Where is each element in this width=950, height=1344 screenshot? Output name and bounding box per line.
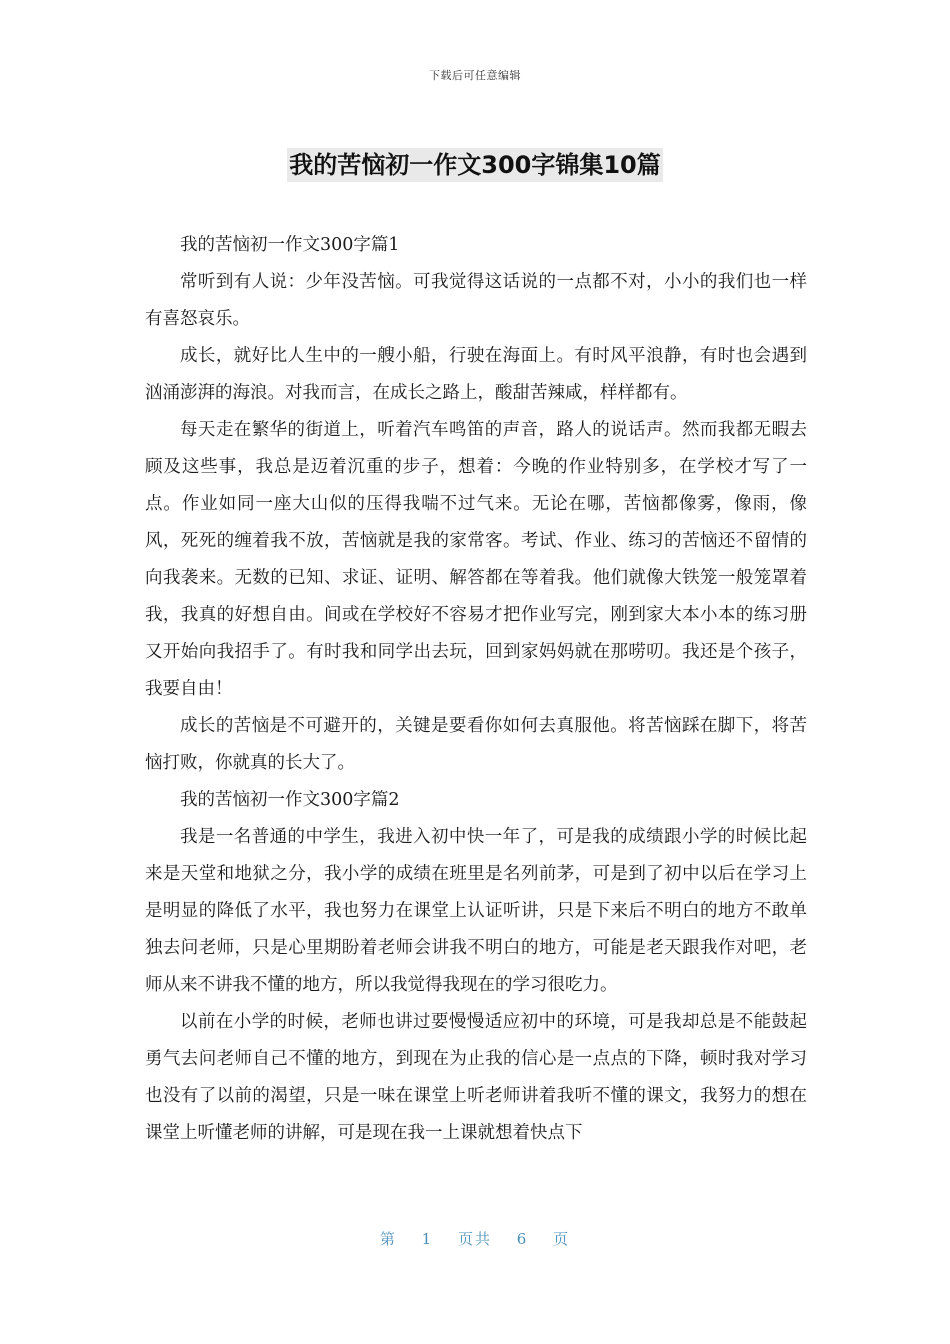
document-title-wrapper <box>0 148 950 182</box>
document-body <box>145 227 807 1152</box>
paragraph: 以前在小学的时候，老师也讲过要慢慢适应初中的环境，可是我却总是不能鼓起勇气去问老师自己不懂的地方，到现在为止我的信心是一点点的下降，顿时我对学习也没有了以前的渴望，只是一味在课堂上听老师讲着我听不懂的课文，我努力的想在课堂上听懂老师的讲解，可是现在我一上课就想着快点下 <box>145 1012 807 1143</box>
page-number: 1 <box>421 1230 434 1248</box>
page-header-note: 下载后可任意编辑 <box>429 69 521 82</box>
paragraph: 成长，就好比人生中的一艘小船，行驶在海面上。有时风平浪静，有时也会遇到汹涌澎湃的海浪。对我而言，在成长之路上，酸甜苦辣咸，样样都有。 <box>145 346 807 403</box>
section-heading-2: 我的苦恼初一作文300字篇2 <box>180 790 400 810</box>
page-label-suffix: 页 <box>553 1230 571 1248</box>
paragraph: 成长的苦恼是不可避开的，关键是要看你如何去真服他。将苦恼踩在脚下，将苦恼打败，你就真的长大了。 <box>145 716 807 773</box>
document-title: 我的苦恼初一作文300字锦集10篇 <box>287 148 663 182</box>
page-label-middle: 页共 <box>457 1230 492 1248</box>
total-pages: 6 <box>516 1230 529 1248</box>
page-label-prefix: 第 <box>379 1230 397 1248</box>
page-footer <box>0 1228 950 1249</box>
paragraph: 我是一名普通的中学生，我进入初中快一年了，可是我的成绩跟小学的时候比起来是天堂和地狱之分，我小学的成绩在班里是名列前茅，可是到了初中以后在学习上是明显的降低了水平，我也努力在课堂上认证听讲，只是下来后不明白的地方不敢单独去问老师，只是心里期盼着老师会讲我不明白的地方，可能是老天跟我作对吧，老师从来不讲我不懂的地方，所以我觉得我现在的学习很吃力。 <box>145 827 807 995</box>
paragraph: 每天走在繁华的街道上，听着汽车鸣笛的声音，路人的说话声。然而我都无暇去顾及这些事，我总是迈着沉重的步子，想着：今晚的作业特别多，在学校才写了一点。作业如同一座大山似的压得我喘不过气来。无论在哪，苦恼都像雾，像雨，像风，死死的缠着我不放，苦恼就是我的家常客。考试、作业、练习的苦恼还不留情的向我袭来。无数的已知、求证、证明、解答都在等着我。他们就像大铁笼一般笼罩着我，我真的好想自由。间或在学校好不容易才把作业写完，刚到家大本小本的练习册又开始向我招手了。有时我和同学出去玩，回到家妈妈就在那唠叨。我还是个孩子，我要自由！ <box>145 420 807 699</box>
section-heading-1: 我的苦恼初一作文300字篇1 <box>180 235 400 255</box>
paragraph: 常听到有人说：少年没苦恼。可我觉得这话说的一点都不对，小小的我们也一样有喜怒哀乐。 <box>145 272 807 329</box>
